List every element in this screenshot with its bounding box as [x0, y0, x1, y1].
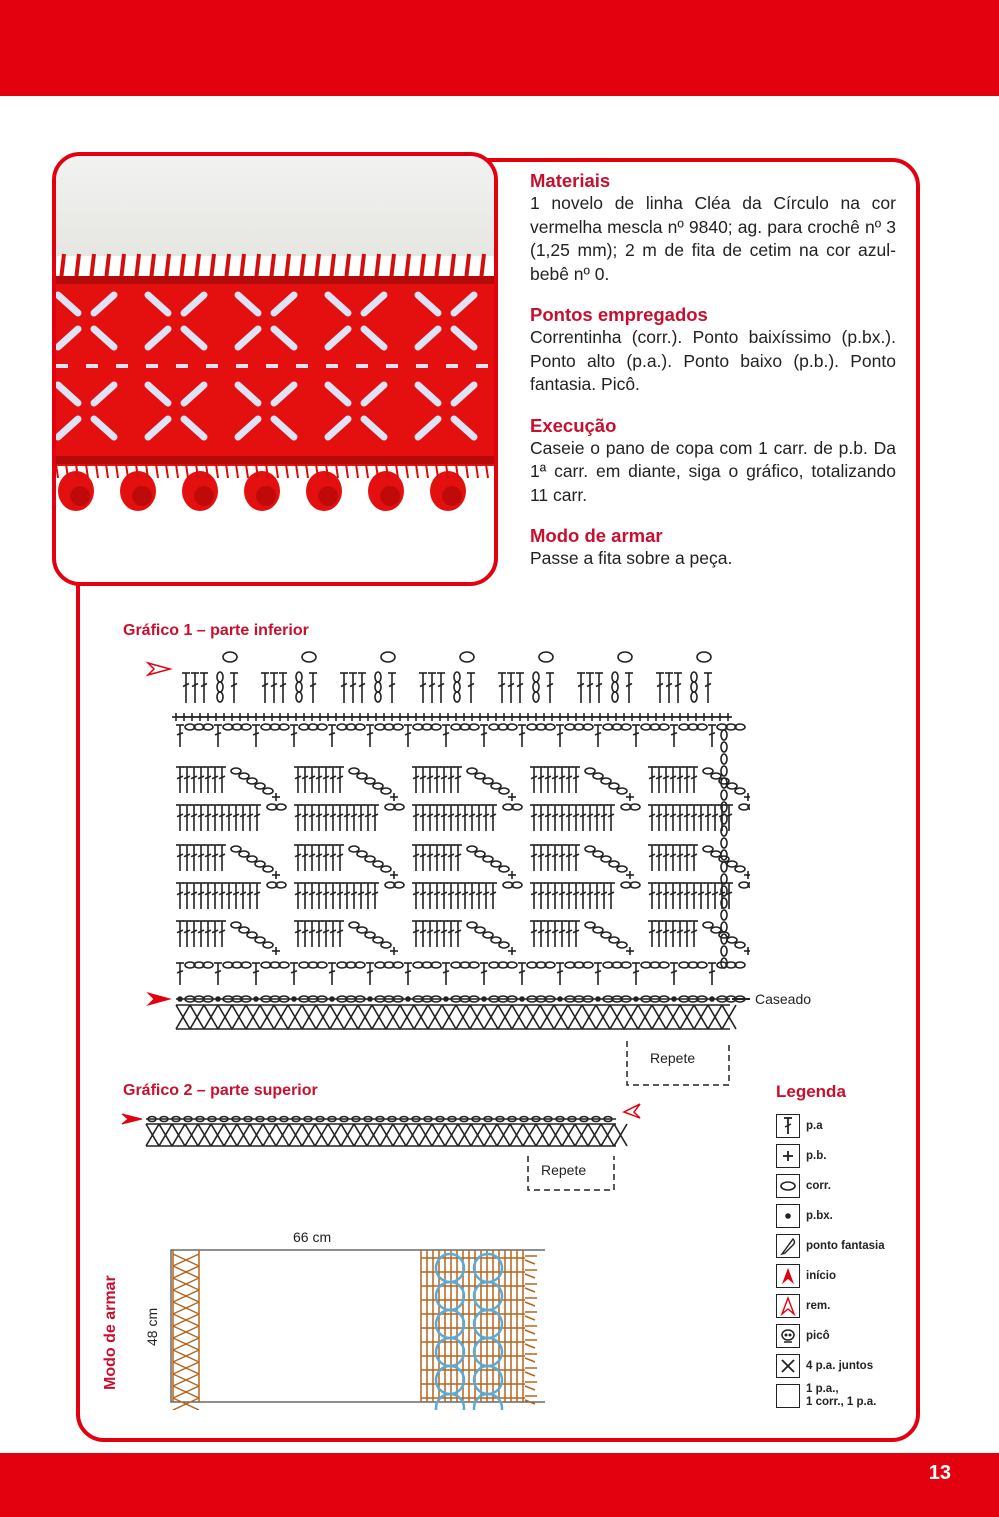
legend-item — [776, 1232, 885, 1260]
start-arrow-icon — [148, 993, 170, 1005]
section-body-execucao: Caseie o pano de copa com 1 carr. de p.b. Da 1ª carr. em diante, siga o gráfico, totalizando 11 carr. — [530, 437, 896, 505]
section-heading-modo: Modo de armar — [530, 525, 663, 546]
page-number: 13 — [928, 1462, 951, 1484]
oval-icon — [776, 1174, 800, 1198]
chart2-title: Gráfico 2 – parte superior — [123, 1082, 318, 1099]
chart1-diagram — [140, 645, 750, 1095]
picot-icon — [776, 1324, 800, 1348]
dot-icon — [776, 1204, 800, 1228]
section-body-modo: Passe a fita sobre a peça. — [530, 548, 733, 568]
legend-item-label: p.a — [806, 1119, 823, 1132]
chart2-repete-label: Repete — [541, 1162, 587, 1178]
empty-box-icon — [776, 1384, 800, 1408]
assembly-diagram — [165, 1240, 545, 1410]
legend-item-label: ponto fantasia — [806, 1239, 885, 1252]
legend-item-label: picô — [806, 1329, 830, 1342]
legend-item — [776, 1382, 876, 1410]
chart2-diagram — [118, 1098, 648, 1198]
assembly-width-label: 66 cm — [293, 1229, 332, 1245]
section-body-materiais: 1 novelo de linha Cléa da Círculo na cor vermelha mescla nº 9840; ag. para crochê nº 3 (1,25 mm); 2 m de fita de cetim na cor azul-bebê nº 0. — [530, 193, 896, 284]
lace-photo-illustration — [56, 156, 496, 584]
lace-photo — [52, 152, 498, 586]
legend-item — [776, 1262, 836, 1290]
assembly-height-label: 48 cm — [144, 1307, 160, 1346]
legend-item-label: corr. — [806, 1179, 831, 1192]
top-banner — [0, 0, 999, 96]
legend-item-label: rem. — [806, 1299, 831, 1312]
legend-item-label: p.b. — [806, 1149, 827, 1162]
chart1-repete-label: Repete — [650, 1050, 696, 1066]
legend-item — [776, 1322, 830, 1350]
rem-arrow-icon — [148, 663, 170, 675]
legend-item-label: início — [806, 1269, 837, 1282]
chart2-rem-arrow-icon — [624, 1104, 640, 1118]
chart1-title: Gráfico 1 – parte inferior — [123, 622, 309, 639]
leaf-icon — [776, 1234, 800, 1258]
legend-item — [776, 1112, 823, 1140]
section-body-pontos: Correntinha (corr.). Ponto baixíssimo (p.bx.). Ponto alto (p.a.). Ponto baixo (p.b.). Ponto fantasia. Picô. — [530, 327, 896, 394]
legend-item — [776, 1352, 873, 1380]
legend-item-label: 4 p.a. juntos — [806, 1359, 874, 1372]
legend-item — [776, 1292, 830, 1320]
arrow-outline-icon — [776, 1294, 800, 1318]
legend-title: Legenda — [776, 1082, 846, 1101]
bottom-banner — [0, 1453, 999, 1517]
x-box-icon — [776, 1354, 800, 1378]
section-heading-materiais: Materiais — [530, 170, 611, 191]
caseado-label: Caseado — [755, 991, 812, 1007]
plus-icon — [776, 1144, 800, 1168]
arrow-filled-icon — [776, 1264, 800, 1288]
chart2-start-arrow-icon — [122, 1114, 142, 1124]
legend-item-label: 1 p.a., 1 corr., 1 p.a. — [806, 1383, 877, 1408]
assembly-title: Modo de armar — [102, 1275, 119, 1390]
instructions-text — [530, 170, 896, 589]
section-heading-pontos: Pontos empregados — [530, 304, 708, 325]
legend-item-label: p.bx. — [806, 1209, 833, 1222]
legend-item — [776, 1172, 831, 1200]
legend-item — [776, 1142, 826, 1170]
legend-item — [776, 1202, 833, 1230]
tall-stitch-icon — [776, 1114, 800, 1138]
section-heading-execucao: Execução — [530, 414, 617, 436]
